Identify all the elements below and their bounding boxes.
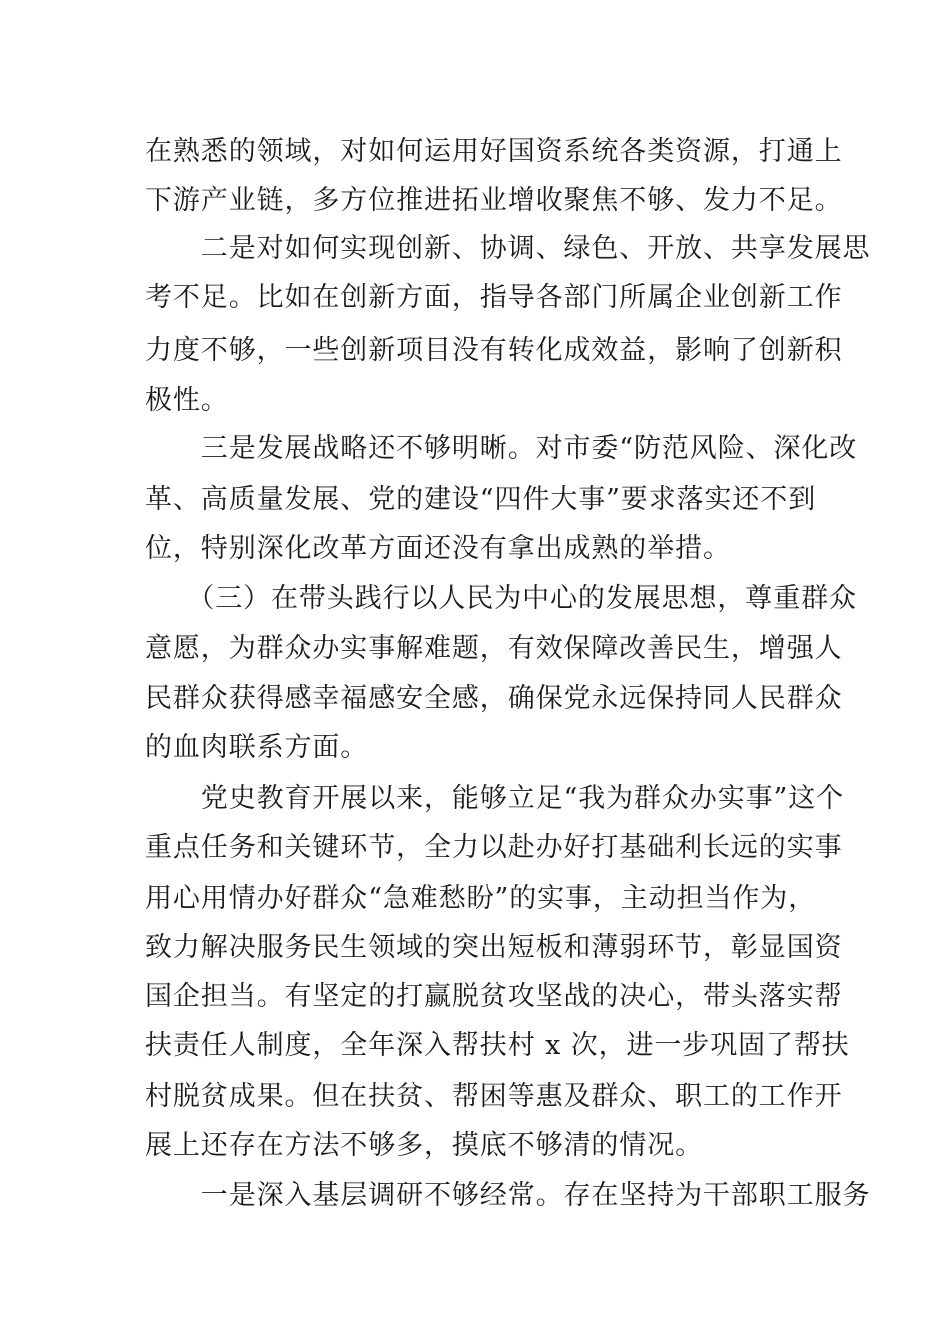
text-line: 位，特别深化改革方面还没有拿出成熟的举措。 bbox=[145, 533, 731, 564]
text-line: 二是对如何实现创新、协调、绿色、开放、共享发展思 bbox=[145, 233, 871, 264]
text-line: 用心用情办好群众“急难愁盼”的实事，主动担当作为， bbox=[145, 883, 817, 914]
text-line: 扶责任人制度，全年深入帮扶村 x 次，进一步巩固了帮扶 bbox=[145, 1030, 850, 1061]
text-line: 一是深入基层调研不够经常。存在坚持为干部职工服务 bbox=[145, 1180, 871, 1211]
text-line: 下游产业链，多方位推进拓业增收聚焦不够、发力不足。 bbox=[145, 185, 843, 216]
text-line: 致力解决服务民生领域的突出短板和薄弱环节，彰显国资 bbox=[145, 932, 843, 963]
text-line: （三）在带头践行以人民为中心的发展思想，尊重群众 bbox=[145, 583, 857, 614]
text-line: 在熟悉的领域，对如何运用好国资系统各类资源，打通上 bbox=[145, 136, 843, 167]
text-line: 极性。 bbox=[145, 385, 229, 416]
text-line: 三是发展战略还不够明晰。对市委“防范风险、深化改 bbox=[145, 433, 858, 464]
text-line: 国企担当。有坚定的打赢脱贫攻坚战的决心，带头落实帮 bbox=[145, 981, 843, 1012]
text-line: 展上还存在方法不够多，摸底不够清的情况。 bbox=[145, 1130, 703, 1161]
text-line: 党史教育开展以来，能够立足“我为群众办实事”这个 bbox=[145, 783, 845, 814]
text-line: 的血肉联系方面。 bbox=[145, 732, 369, 763]
text-line: 村脱贫成果。但在扶贫、帮困等惠及群众、职工的工作开 bbox=[145, 1081, 843, 1112]
text-line: 力度不够，一些创新项目没有转化成效益，影响了创新积 bbox=[145, 335, 843, 366]
text-line: 意愿，为群众办实事解难题，有效保障改善民生，增强人 bbox=[145, 633, 843, 664]
text-line: 重点任务和关键环节，全力以赴办好打基础利长远的实事 bbox=[145, 832, 843, 863]
text-line: 考不足。比如在创新方面，指导各部门所属企业创新工作 bbox=[145, 282, 843, 313]
text-line: 革、高质量发展、党的建设“四件大事”要求落实还不到 bbox=[145, 484, 817, 515]
text-line: 民群众获得感幸福感安全感，确保党永远保持同人民群众 bbox=[145, 683, 843, 714]
